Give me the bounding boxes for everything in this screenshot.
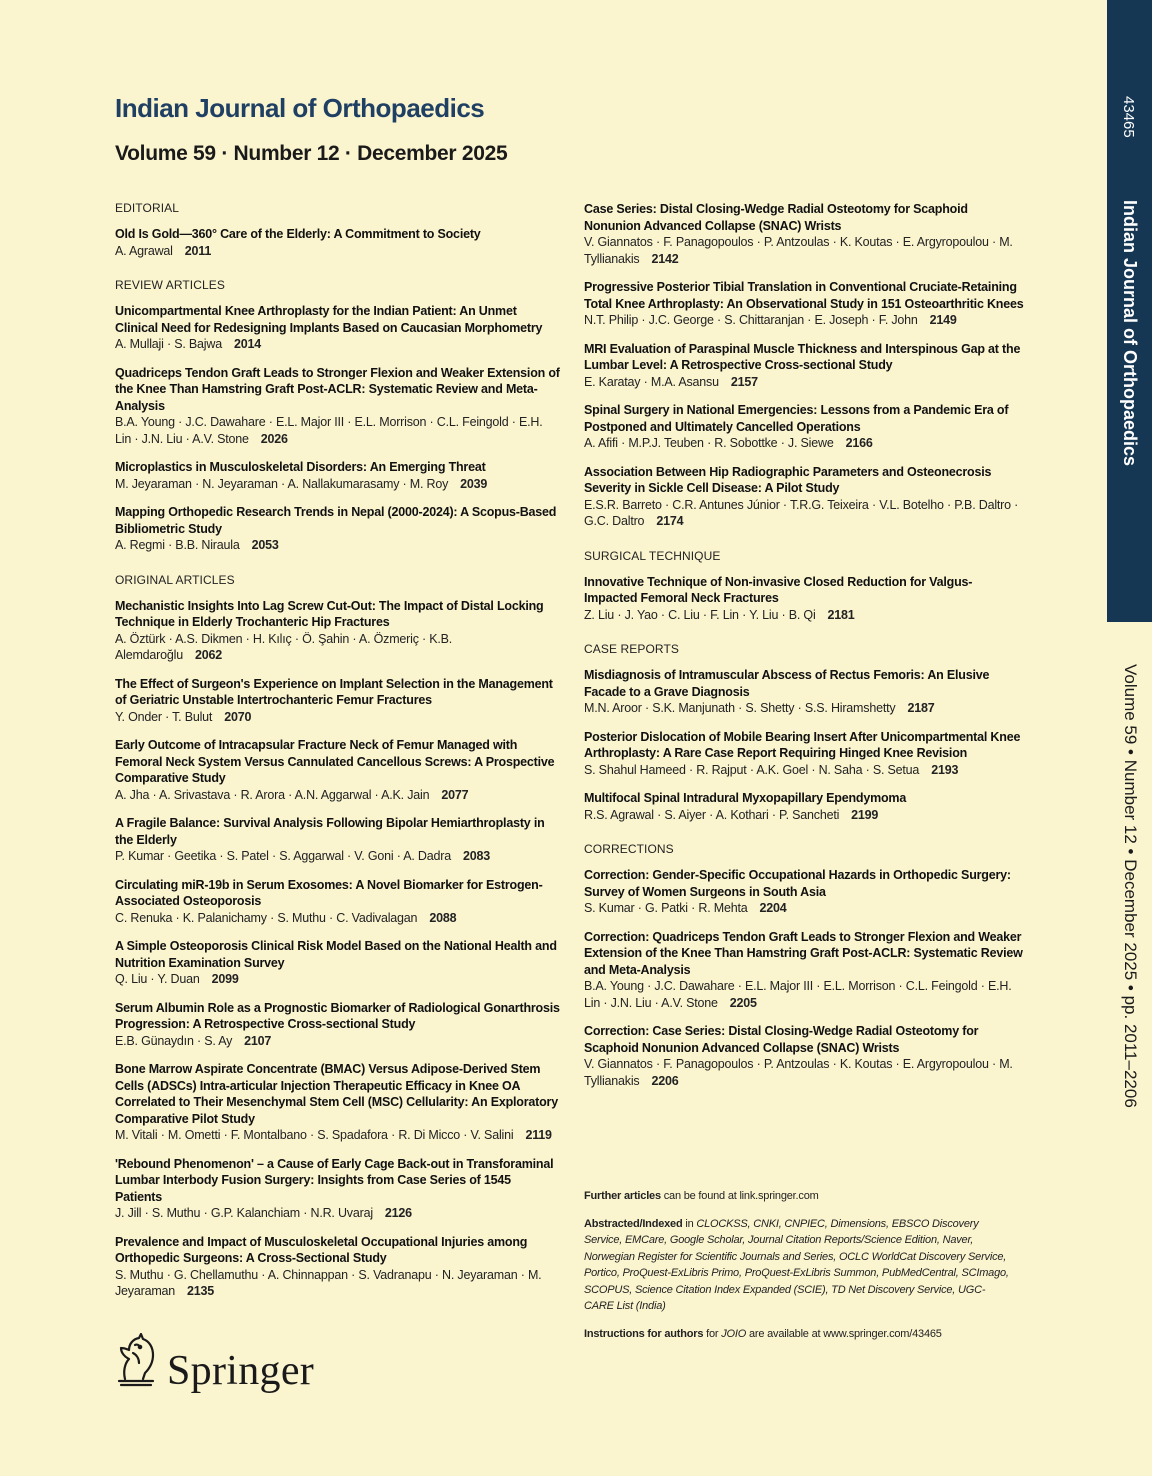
article-title[interactable]: Old Is Gold—360° Care of the Elderly: A Commitment to Society [115, 227, 481, 241]
further-articles-label: Further articles [584, 1190, 661, 1202]
journal-title: Indian Journal of Orthopaedics [115, 93, 485, 123]
article-entry[interactable] [584, 201, 1024, 267]
article-title[interactable]: Correction: Case Series: Distal Closing-Wedge Radial Osteotomy for Scaphoid Nonunion Advanced Collapse (SNAC) Wrists [584, 1024, 979, 1055]
article-authors: B.A. Young · J.C. Dawahare · E.L. Major III · E.L. Morrison · C.L. Feingold · E.H. Lin · J.N. Liu · A.V. Stone [584, 979, 1012, 1010]
article-page: 2205 [729, 995, 757, 1010]
issue-line: Volume 59 · Number 12 · December 2025 [115, 142, 508, 165]
article-page: 2062 [194, 648, 222, 662]
abstracted-list: CLOCKSS, CNKI, CNPIEC, Dimensions, EBSCO Discovery Service, EMCare, Google Scholar, Journal Citation Reports/Science Edition, Naver, Norwegian Register for Scientific Journals and Series, OCLC WorldCat Discovery Service, Portico, ProQuest-ExLibris Primo, ProQuest-ExLibris Summon, PubMedCentral, SCImago, SCOPUS, Science Citation Index Expanded (SCIE), TD Net Discovery Service, UGC-CARE List (India) [584, 1217, 1009, 1312]
article-meta [115, 1205, 560, 1222]
contents-left-column [115, 201, 560, 1319]
publication-info [584, 1188, 1014, 1353]
article-entry[interactable] [584, 464, 1024, 530]
article-entry[interactable] [115, 459, 560, 492]
article-authors: S. Kumar · G. Patki · R. Mehta [584, 901, 748, 915]
article-authors: S. Muthu · G. Chellamuthu · A. Chinnappan · S. Vadranapu · N. Jeyaraman · M. Jeyaraman [115, 1267, 542, 1298]
article-title[interactable]: MRI Evaluation of Paraspinal Muscle Thickness and Interspinous Gap at the Lumbar Level: A Retrospective Cross-sectional Study [584, 341, 1021, 372]
article-page: 2053 [251, 538, 279, 552]
article-title[interactable]: Misdiagnosis of Intramuscular Abscess of Rectus Femoris: An Elusive Facade to a Grave Diagnosis [584, 668, 990, 699]
article-meta [115, 910, 560, 927]
article-page: 2039 [460, 476, 488, 491]
article-authors: A. Öztürk · A.S. Dikmen · H. Kılıç · Ö. Şahin · A. Özmeriç · K.B. Alemdaroğlu [115, 631, 453, 662]
contents-section [115, 278, 560, 554]
article-page: 2149 [929, 313, 957, 327]
article-page: 2119 [525, 1128, 552, 1142]
article-page: 2142 [651, 251, 679, 266]
article-title[interactable]: Unicompartmental Knee Arthroplasty for the Indian Patient: An Unmet Clinical Need for Redesigning Implants Based on Caucasian Morphometry [115, 304, 543, 335]
article-authors: V. Giannatos · F. Panagopoulos · P. Antzoulas · K. Koutas · E. Argyropoulou · M. Tyllianakis [584, 1057, 1013, 1088]
article-meta [584, 435, 1024, 452]
article-meta [584, 807, 1024, 824]
article-title[interactable]: Multifocal Spinal Intradural Myxopapillary Ependymoma [584, 791, 907, 805]
article-entry[interactable] [584, 929, 1024, 1012]
article-entry[interactable] [115, 1061, 560, 1144]
article-authors: E. Karatay · M.A. Asansu [584, 374, 719, 389]
springer-logo [113, 1333, 314, 1392]
article-page: 2026 [260, 431, 288, 446]
abstracted-in: in [682, 1217, 697, 1230]
article-entry[interactable] [115, 815, 560, 865]
article-authors: E.S.R. Barreto · C.R. Antunes Júnior · T.R.G. Teixeira · V.L. Botelho · P.B. Daltro · G.C. Daltro [584, 497, 1019, 528]
article-title[interactable]: Progressive Posterior Tibial Translation in Conventional Cruciate-Retaining Total Knee Arthroplasty: An Observational Study in 151 Osteoarthritic Knees [584, 280, 1024, 311]
article-authors: A. Mullaji · S. Bajwa [115, 337, 222, 351]
article-page: 2174 [656, 514, 684, 528]
article-meta [584, 312, 1024, 329]
contents-section [115, 573, 560, 1300]
article-authors: M. Jeyaraman · N. Jeyaraman · A. Nallakumarasamy · M. Roy [115, 476, 449, 491]
article-page: 2107 [244, 1033, 272, 1048]
contents-section [115, 201, 560, 259]
article-authors: E.B. Günaydın · S. Ay [115, 1033, 233, 1048]
section-heading: EDITORIAL [115, 201, 180, 215]
article-title[interactable]: Circulating miR-19b in Serum Exosomes: A Novel Biomarker for Estrogen-Associated Osteoporosis [115, 877, 543, 908]
article-meta [115, 1267, 560, 1300]
article-page: 2014 [233, 337, 261, 351]
article-entry[interactable] [584, 667, 1024, 717]
article-authors: A. Agrawal [115, 243, 173, 258]
article-title[interactable]: Spinal Surgery in National Emergencies: Lessons from a Pandemic Era of Postponed and Ultimately Cancelled Operations [584, 403, 1009, 434]
article-page: 2206 [651, 1073, 679, 1088]
article-authors: A. Afifi · M.P.J. Teuben · R. Sobottke · J. Siewe [584, 436, 834, 450]
article-page: 2181 [827, 607, 855, 622]
article-entry[interactable] [584, 867, 1024, 917]
article-title[interactable]: Case Series: Distal Closing-Wedge Radial Osteotomy for Scaphoid Nonunion Advanced Collapse (SNAC) Wrists [584, 202, 968, 233]
article-page: 2077 [441, 787, 469, 802]
article-authors: A. Regmi · B.B. Niraula [115, 538, 240, 552]
article-page: 2011 [184, 243, 212, 258]
article-meta [115, 243, 560, 260]
article-entry[interactable] [115, 676, 560, 726]
article-title[interactable]: Correction: Quadriceps Tendon Graft Leads to Stronger Flexion and Weaker Extension of the Knee Than Hamstring Graft Post-ACLR: Systematic Review and Meta-Analysis [584, 929, 1023, 977]
article-page: 2204 [759, 901, 787, 915]
article-title[interactable]: The Effect of Surgeon's Experience on Implant Selection in the Management of Geriatric Unstable Intertrochanteric Femur Fractures [115, 676, 553, 707]
article-meta [115, 476, 560, 493]
section-heading: CORRECTIONS [584, 842, 674, 856]
contents-section [584, 642, 1024, 823]
spine-volume-line: Volume 59 • Number 12 • December 2025 • pp. 2011–2206 [1121, 664, 1140, 1108]
article-title[interactable]: Correction: Gender-Specific Occupational Hazards in Orthopedic Surgery: Survey of Women Surgeons in South Asia [584, 868, 1011, 899]
instructions-label: Instructions for authors [584, 1327, 704, 1340]
article-title[interactable]: Prevalence and Impact of Musculoskeletal Occupational Injuries among Orthopedic Surgeons: A Cross-Sectional Study [115, 1234, 528, 1265]
article-authors: C. Renuka · K. Palanichamy · S. Muthu · C. Vadivalagan [115, 910, 418, 925]
article-authors: Y. Onder · T. Bulut [115, 709, 213, 724]
article-page: 2099 [211, 972, 239, 986]
article-entry[interactable] [115, 737, 560, 803]
article-meta [115, 537, 560, 554]
article-title[interactable]: A Simple Osteoporosis Clinical Risk Model Based on the National Health and Nutrition Examination Survey [115, 939, 557, 970]
article-title[interactable]: A Fragile Balance: Survival Analysis Following Bipolar Hemiarthroplasty in the Elderly [115, 816, 545, 847]
article-title[interactable]: Posterior Dislocation of Mobile Bearing Insert After Unicompartmental Knee Arthroplasty: A Rare Case Report Requiring Hinged Knee Revision [584, 729, 1021, 760]
article-entry[interactable] [584, 341, 1024, 391]
contents-right-column [584, 201, 1024, 1108]
article-meta [584, 607, 1024, 624]
abstracted-label: Abstracted/Indexed [584, 1217, 683, 1230]
article-title[interactable]: Innovative Technique of Non-invasive Closed Reduction for Valgus-Impacted Femoral Neck Fractures [584, 574, 973, 605]
article-authors: J. Jill · S. Muthu · G.P. Kalanchiam · N.R. Uvaraj [115, 1206, 373, 1220]
instructions-note [584, 1326, 1014, 1343]
springer-wordmark: Springer [167, 1348, 315, 1394]
article-entry[interactable] [115, 226, 560, 259]
article-title[interactable]: Microplastics in Musculoskeletal Disorders: An Emerging Threat [115, 460, 486, 474]
further-articles-text: can be found at link.springer.com [660, 1190, 819, 1202]
article-entry[interactable] [115, 877, 560, 927]
article-authors: M. Vitali · M. Ometti · F. Montalbano · S. Spadafora · R. Di Micco · V. Salini [115, 1128, 514, 1142]
article-entry[interactable] [584, 402, 1024, 452]
article-meta [584, 700, 1024, 717]
article-entry[interactable] [584, 279, 1024, 329]
article-meta [115, 848, 560, 865]
article-page: 2126 [384, 1206, 412, 1220]
article-meta [584, 374, 1024, 391]
article-authors: P. Kumar · Geetika · S. Patel · S. Aggarwal · V. Goni · A. Dadra [115, 849, 451, 863]
article-authors: V. Giannatos · F. Panagopoulos · P. Antzoulas · K. Koutas · E. Argyropoulou · M. Tyllianakis [584, 235, 1013, 266]
article-page: 2199 [851, 807, 879, 822]
section-heading: SURGICAL TECHNIQUE [584, 548, 721, 563]
section-heading: ORIGINAL ARTICLES [115, 572, 235, 587]
spine-journal-id: 43465 [1120, 96, 1137, 138]
article-meta [584, 900, 1024, 917]
article-page: 2083 [462, 849, 490, 863]
article-entry[interactable] [584, 790, 1024, 823]
article-title[interactable]: 'Rebound Phenomenon' – a Cause of Early Cage Back-out in Transforaminal Lumbar Interbody Fusion Surgery: Insights from Case Series of 1545 Patients [115, 1156, 554, 1204]
article-meta [584, 1056, 1024, 1089]
article-meta [584, 978, 1024, 1011]
article-title[interactable]: Early Outcome of Intracapsular Fracture Neck of Femur Managed with Femoral Neck System Versus Cannulated Cancellous Screws: A Prospective Comparative Study [115, 738, 555, 785]
article-entry[interactable] [584, 729, 1024, 779]
article-meta [584, 497, 1024, 530]
article-entry[interactable] [584, 1023, 1024, 1089]
spine-journal-title: Indian Journal of Orthopaedics [1120, 200, 1140, 467]
article-entry[interactable] [115, 938, 560, 988]
article-entry[interactable] [115, 303, 560, 353]
article-entry[interactable] [115, 1156, 560, 1222]
article-title[interactable]: Mechanistic Insights Into Lag Screw Cut-Out: The Impact of Distal Locking Technique in Elderly Trochanteric Hip Fractures [115, 598, 544, 629]
article-meta [115, 787, 560, 804]
article-meta [115, 414, 560, 447]
article-meta [115, 1033, 560, 1050]
article-meta [115, 631, 560, 664]
instructions-for: for [703, 1327, 722, 1340]
article-title[interactable]: Association Between Hip Radiographic Parameters and Osteonecrosis Severity in Sickle Cell Disease: A Pilot Study [584, 464, 992, 495]
article-entry[interactable] [115, 1000, 560, 1050]
article-page: 2088 [429, 910, 457, 925]
article-title[interactable]: Serum Albumin Role as a Prognostic Biomarker of Radiological Gonarthrosis Progression: A Retrospective Cross-sectional Study [115, 1000, 560, 1031]
article-entry[interactable] [115, 1234, 560, 1300]
section-heading: REVIEW ARTICLES [115, 278, 225, 292]
article-authors: M.N. Aroor · S.K. Manjunath · S. Shetty · S.S. Hiramshetty [584, 701, 896, 715]
article-authors: R.S. Agrawal · S. Aiyer · A. Kothari · P. Sancheti [584, 807, 840, 822]
article-title[interactable]: Mapping Orthopedic Research Trends in Nepal (2000-2024): A Scopus-Based Bibliometric Study [115, 505, 557, 536]
article-page: 2193 [931, 762, 959, 777]
further-articles-note [584, 1188, 1014, 1205]
contents-section [584, 842, 1024, 1089]
article-authors: N.T. Philip · J.C. George · S. Chittaranjan · E. Joseph · F. John [584, 313, 918, 327]
article-entry[interactable] [115, 598, 560, 664]
springer-horse-icon [113, 1333, 159, 1392]
article-title[interactable]: Quadriceps Tendon Graft Leads to Stronger Flexion and Weaker Extension of the Knee Than Hamstring Graft Post-ACLR: Systematic Review and Meta-Analysis [115, 365, 560, 413]
article-meta [115, 709, 560, 726]
article-authors: A. Jha · A. Srivastava · R. Arora · A.N. Aggarwal · A.K. Jain [115, 787, 430, 802]
article-entry[interactable] [115, 365, 560, 448]
article-page: 2070 [224, 709, 252, 724]
article-authors: Z. Liu · J. Yao · C. Liu · F. Lin · Y. Liu · B. Qi [584, 607, 816, 622]
article-authors: S. Shahul Hameed · R. Rajput · A.K. Goel · N. Saha · S. Setua [584, 762, 920, 777]
article-title[interactable]: Bone Marrow Aspirate Concentrate (BMAC) Versus Adipose-Derived Stem Cells (ADSCs) Intra-articular Injection Therapeutic Efficacy in Knee OA Correlated to Their Mesenchymal Stem Cell (MSC) Cellularity: An Exploratory Comparative Pilot Study [115, 1062, 558, 1126]
article-page: 2157 [730, 374, 758, 389]
contents-section [584, 549, 1024, 624]
article-meta [115, 1127, 560, 1144]
article-meta [115, 971, 560, 988]
section-heading: CASE REPORTS [584, 642, 680, 656]
article-authors: Q. Liu · Y. Duan [115, 972, 200, 986]
article-entry[interactable] [584, 574, 1024, 624]
instructions-text: are available at www.springer.com/43465 [746, 1327, 942, 1340]
abstracted-indexed-note [584, 1216, 1014, 1315]
instructions-journal: JOIO [721, 1327, 747, 1340]
article-meta [115, 336, 560, 353]
contents-section [584, 201, 1024, 530]
article-meta [584, 762, 1024, 779]
article-authors: B.A. Young · J.C. Dawahare · E.L. Major III · E.L. Morrison · C.L. Feingold · E.H. Lin · J.N. Liu · A.V. Stone [115, 415, 543, 446]
article-page: 2166 [845, 436, 873, 450]
article-page: 2187 [907, 701, 935, 715]
article-meta [584, 234, 1024, 267]
article-page: 2135 [187, 1284, 215, 1298]
article-entry[interactable] [115, 504, 560, 554]
